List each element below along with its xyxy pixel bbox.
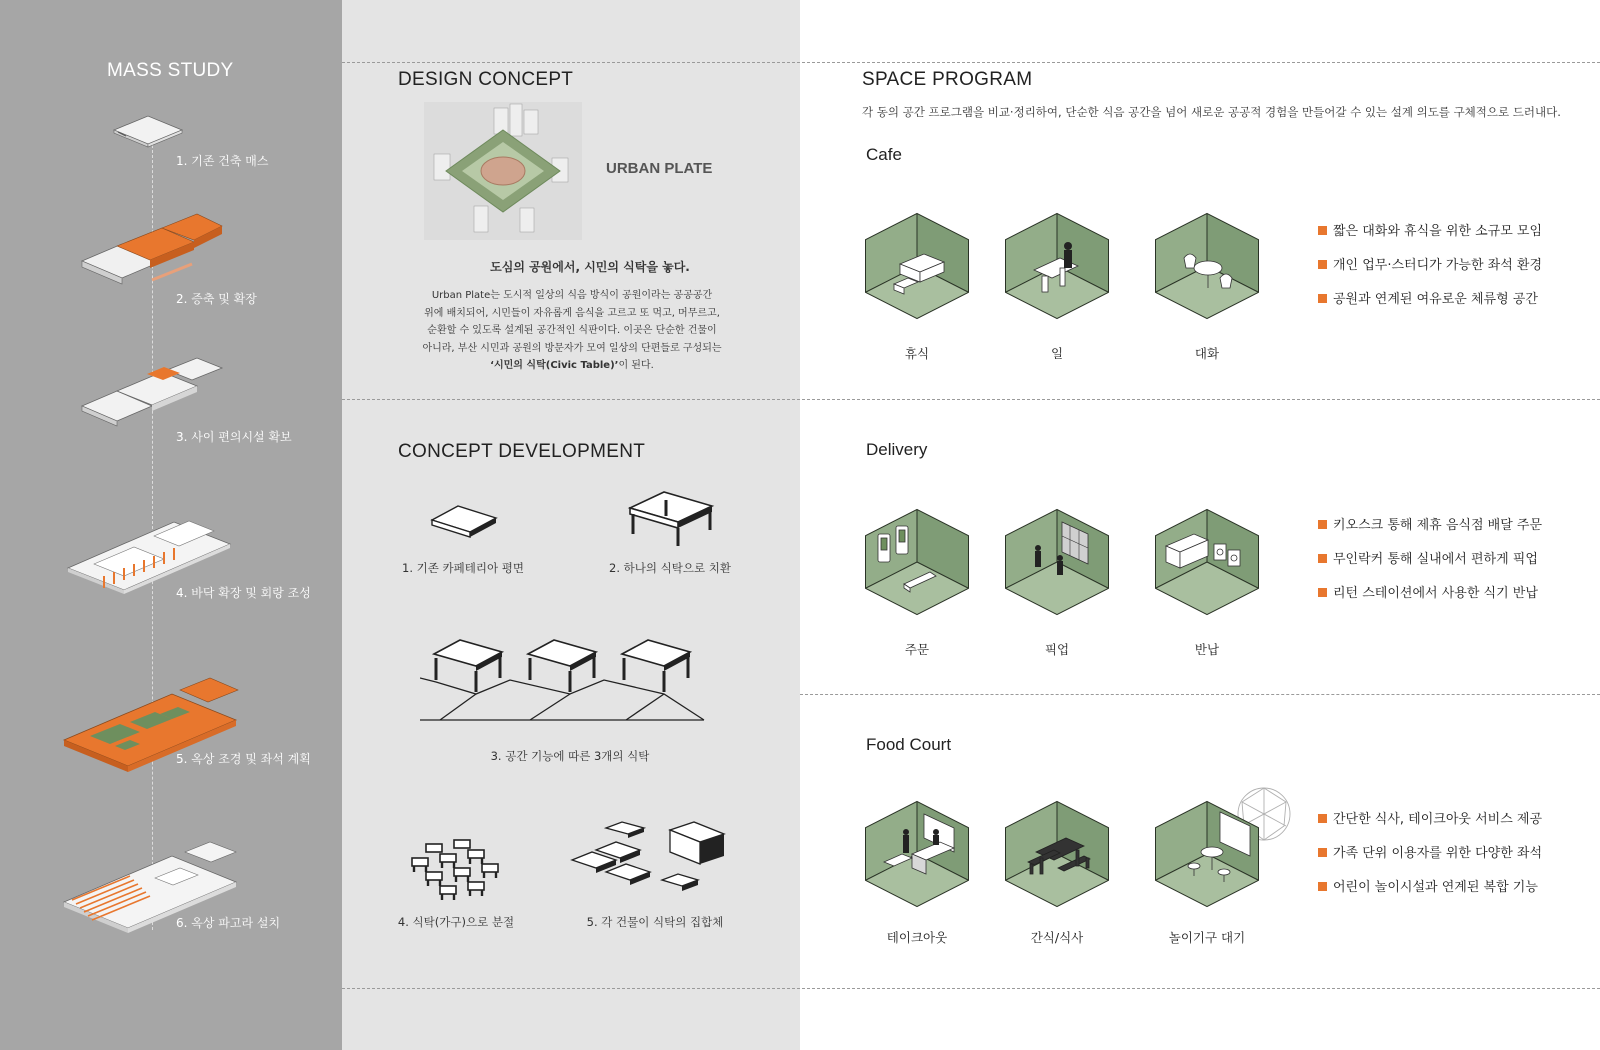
food-court-bullet-2: [1318, 842, 1542, 861]
design-concept-title: DESIGN CONCEPT: [398, 69, 574, 90]
room-label-play-wait: 놀이기구 대기: [1168, 930, 1246, 945]
bullet-text: 리턴 스테이션에서 사용한 식기 반납: [1333, 586, 1538, 601]
room-talk: [1154, 212, 1260, 320]
cafe-bullet-2: [1318, 254, 1542, 273]
mass-step-3-diagram: [72, 356, 232, 436]
food-court-bullet-3: [1318, 876, 1538, 895]
mass-step-1-diagram: [108, 112, 188, 148]
room-label-takeout: 테이크아웃: [886, 930, 948, 945]
bullet-square-icon: [1318, 520, 1327, 529]
mass-step-1-label: 1. 기존 건축 매스: [176, 154, 269, 168]
urban-plate-image: [424, 102, 582, 240]
divider-upper: [342, 399, 1600, 400]
single-table-icon: [624, 486, 718, 548]
space-program-intro: 각 동의 공간 프로그램을 비교·정리하여, 단순한 식음 공간을 넘어 새로운 공공적 경험을 만들어갈 수 있는 설계 의도를 구체적으로 드러내다.: [862, 105, 1561, 119]
room-label-rest: 휴식: [904, 346, 930, 361]
concept-body-line: [416, 357, 728, 375]
concept-body-tail: 이 된다.: [618, 360, 654, 371]
bullet-square-icon: [1318, 294, 1327, 303]
bullet-square-icon: [1318, 814, 1327, 823]
bullet-square-icon: [1318, 554, 1327, 563]
civic-table-emphasis: ‘시민의 식탁(Civic Table)’: [490, 360, 619, 371]
delivery-bullet-3: [1318, 582, 1538, 601]
bullet-square-icon: [1318, 588, 1327, 597]
concept-dev-step-3-label: 3. 공간 기능에 따른 3개의 식탁: [490, 749, 650, 763]
divider-top: [342, 62, 1600, 63]
mass-study-title: MASS STUDY: [107, 60, 234, 81]
category-title-delivery: Delivery: [866, 440, 928, 459]
divider-bottom: [342, 988, 1600, 989]
cafe-bullet-1: [1318, 220, 1542, 239]
concept-body-line: 위에 배치되어, 시민들이 자유롭게 음식을 고르고 또 먹고, 머무르고,: [424, 307, 720, 319]
concept-body-line: Urban Plate는 도시적 일상의 식음 방식이 공원이라는 공공공간: [431, 290, 713, 301]
delivery-bullet-1: [1318, 514, 1542, 533]
cafeteria-plan-icon: [428, 500, 502, 540]
delivery-bullet-2: [1318, 548, 1538, 567]
room-return: [1154, 508, 1260, 616]
space-program-title: SPACE PROGRAM: [862, 69, 1033, 90]
concept-body-line: 아니라, 부산 시민과 공원의 방문자가 모여 일상의 단편들로 구성되는: [422, 342, 722, 354]
room-pickup: [1004, 508, 1110, 616]
mass-step-4-label: 4. 바닥 확장 및 회랑 조성: [176, 586, 311, 600]
concept-development-title: CONCEPT DEVELOPMENT: [398, 441, 646, 462]
room-label-talk: 대화: [1194, 346, 1220, 361]
divider-lower: [800, 694, 1600, 695]
room-label-pickup: 픽업: [1044, 642, 1070, 657]
mass-step-5-label: 5. 옥상 조경 및 좌석 계획: [176, 752, 311, 766]
furniture-tables-icon: [408, 838, 508, 904]
building-collection-icon: [566, 820, 736, 904]
mass-step-2-diagram: [72, 206, 232, 296]
concept-dev-step-4-label: 4. 식탁(가구)으로 분절: [397, 915, 515, 929]
room-takeout: [864, 800, 970, 908]
cafe-bullet-3: [1318, 288, 1538, 307]
food-court-bullet-1: [1318, 808, 1542, 827]
room-play-wait: [1154, 784, 1310, 908]
room-work: [1004, 212, 1110, 320]
concept-body: [416, 287, 728, 375]
bullet-text: 어린이 놀이시설과 연계된 복합 기능: [1333, 880, 1538, 895]
concept-dev-step-5-label: 5. 각 건물이 식탁의 집합체: [586, 915, 724, 929]
mass-step-6-label: 6. 옥상 파고라 설치: [176, 916, 281, 930]
bullet-square-icon: [1318, 882, 1327, 891]
mass-step-2-label: 2. 증축 및 확장: [176, 292, 257, 306]
concept-dev-step-2-label: 2. 하나의 식탁으로 치환: [609, 561, 731, 575]
bullet-text: 공원과 연계된 여유로운 체류형 공간: [1333, 292, 1538, 307]
room-label-return: 반납: [1194, 642, 1220, 657]
concept-headline: 도심의 공원에서, 시민의 식탁을 놓다.: [490, 260, 690, 274]
bullet-square-icon: [1318, 260, 1327, 269]
concept-body-line: 순환할 수 있도록 설계된 공간적인 식판이다. 이곳은 단순한 건물이: [427, 325, 717, 336]
bullet-text: 개인 업무·스터디가 가능한 좌석 환경: [1333, 258, 1543, 273]
bullet-text: 가족 단위 이용자를 위한 다양한 좌석: [1333, 846, 1543, 861]
concept-dev-step-1-label: 1. 기존 카페테리아 평면: [402, 561, 524, 575]
category-title-cafe: Cafe: [866, 145, 902, 164]
category-title-food-court: Food Court: [866, 735, 952, 754]
room-label-work: 일: [1050, 346, 1064, 361]
bullet-text: 짧은 대화와 휴식을 위한 소규모 모임: [1333, 224, 1543, 239]
bullet-square-icon: [1318, 226, 1327, 235]
mass-step-3-label: 3. 사이 편의시설 확보: [176, 430, 292, 444]
room-order: [864, 508, 970, 616]
bullet-text: 키오스크 통해 제휴 음식점 배달 주문: [1333, 518, 1543, 533]
bullet-text: 무인락커 통해 실내에서 편하게 픽업: [1333, 552, 1538, 567]
room-lounge: [864, 212, 970, 320]
room-label-snack-meal: 간식/식사: [1030, 930, 1084, 945]
three-tables-diagram: [420, 632, 716, 732]
bullet-text: 간단한 식사, 테이크아웃 서비스 제공: [1333, 812, 1543, 827]
bullet-square-icon: [1318, 848, 1327, 857]
room-label-order: 주문: [904, 642, 930, 657]
urban-plate-label: URBAN PLATE: [606, 160, 713, 177]
room-snack-meal: [1004, 800, 1110, 908]
